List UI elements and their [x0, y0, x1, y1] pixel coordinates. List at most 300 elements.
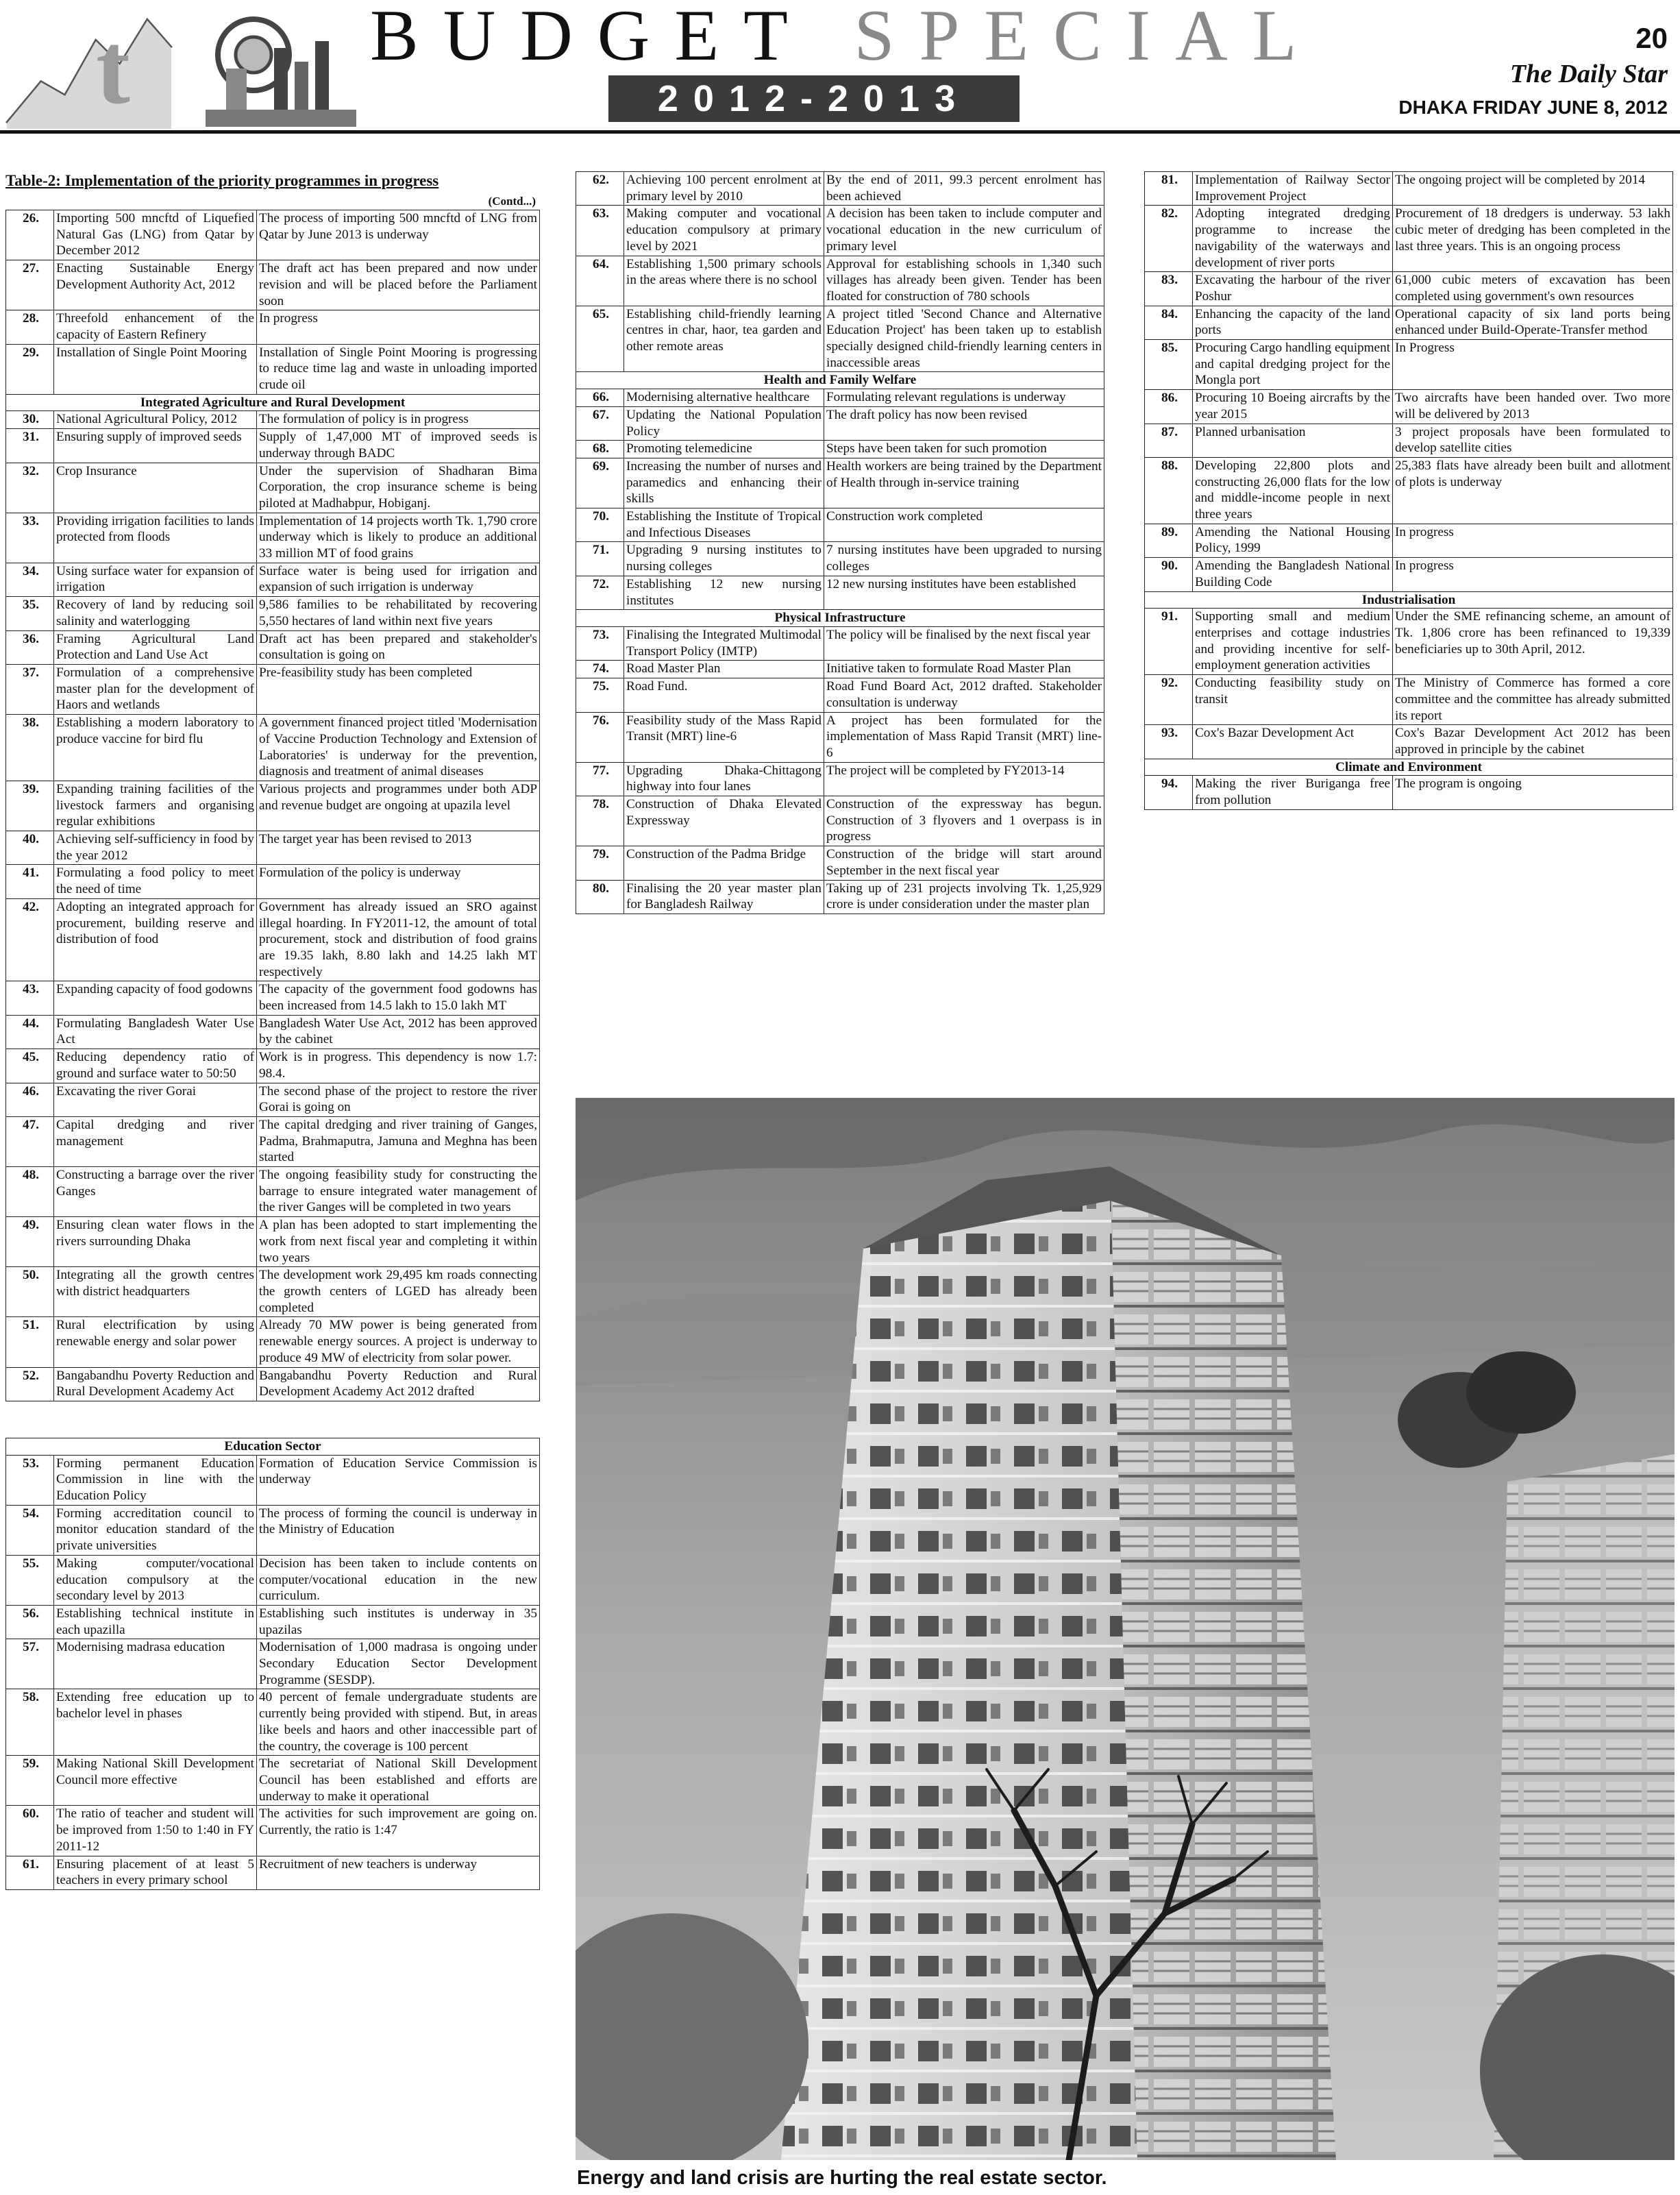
table-row [576, 441, 1104, 458]
programme-cell: Planned urbanisation [1193, 424, 1393, 457]
status-cell: 7 nursing institutes have been upgraded to nursing colleges [824, 542, 1104, 576]
row-number: 60. [6, 1806, 54, 1856]
row-number: 28. [6, 310, 54, 344]
status-cell: Road Fund Board Act, 2012 drafted. Stakeholder consultation is underway [824, 678, 1104, 712]
row-number: 44. [6, 1015, 54, 1049]
programme-cell: Establishing the Institute of Tropical and Infectious Diseases [624, 508, 824, 542]
status-cell: Formation of Education Service Commission is underway [257, 1455, 540, 1505]
row-number: 61. [6, 1856, 54, 1889]
table-row [6, 597, 540, 630]
programme-cell: Implementation of Railway Sector Improvement Project [1193, 172, 1393, 206]
programme-cell: Integrating all the growth centres with district headquarters [54, 1267, 257, 1317]
table-row [6, 1267, 540, 1317]
table-row [1145, 340, 1673, 390]
programme-cell: Finalising the Integrated Multimodal Transport Policy (IMTP) [624, 626, 824, 660]
programme-cell: Adopting integrated dredging programme to increase the navigability of the waterways and development of river ports [1193, 206, 1393, 272]
section-header-row [6, 1438, 540, 1455]
status-cell: 40 percent of female undergraduate students are currently being provided with stipend. But, in areas like beels and haors and other inaccessible part of the country, the coverage is 100 percent [257, 1689, 540, 1756]
programme-cell: Bangabandhu Poverty Reduction and Rural Development Academy Act [54, 1367, 257, 1401]
programme-cell: Cox's Bazar Development Act [1193, 725, 1393, 759]
programme-cell: Procuring 10 Boeing aircrafts by the year 2015 [1193, 390, 1393, 424]
row-number: 70. [576, 508, 624, 542]
section-heading: Climate and Environment [1145, 759, 1673, 776]
table-row [1145, 457, 1673, 524]
row-number: 58. [6, 1689, 54, 1756]
table-row [6, 310, 540, 344]
row-number: 42. [6, 898, 54, 981]
row-number: 67. [576, 406, 624, 440]
row-number: 75. [576, 678, 624, 712]
section-header-row [576, 372, 1104, 389]
table-row [576, 389, 1104, 407]
programme-cell: Rural electrification by using renewable energy and solar power [54, 1317, 257, 1367]
programme-cell: Making computer/vocational education compulsory at the secondary level by 2013 [54, 1555, 257, 1605]
table-row [6, 1015, 540, 1049]
status-cell: Procurement of 18 dredgers is underway. 53 lakh cubic meter of dredging has been completed in the last three years. This is an ongoing process [1393, 206, 1673, 272]
section-header-row [1145, 759, 1673, 776]
status-cell: The Ministry of Commerce has formed a core committee and the committee has already submitted its report [1393, 675, 1673, 725]
programme-cell: Forming accreditation council to monitor education standard of the private universities [54, 1505, 257, 1555]
table-column-3 [1144, 171, 1673, 810]
status-cell: Construction of the bridge will start around September in the next fiscal year [824, 846, 1104, 880]
programme-cell: Amending the National Housing Policy, 1999 [1193, 524, 1393, 557]
status-cell: The ongoing feasibility study for constructing the barrage to ensure integrated water management of the river Ganges will be completed in two years [257, 1167, 540, 1217]
row-number: 77. [576, 762, 624, 796]
section-heading: Integrated Agriculture and Rural Development [6, 394, 540, 411]
table-row [576, 762, 1104, 796]
programme-cell: Making National Skill Development Council more effective [54, 1756, 257, 1806]
status-cell: Under the SME refinancing scheme, an amount of Tk. 1,806 crore has been refinanced to 19,339 beneficiaries up to 30th April, 2012. [1393, 609, 1673, 675]
status-cell: Work is in progress. This dependency is now 1.7: 98.4. [257, 1049, 540, 1083]
row-number: 40. [6, 831, 54, 865]
row-number: 35. [6, 597, 54, 630]
status-cell: Under the supervision of Shadharan Bima Corporation, the crop insurance scheme is being piloted at Madhabpur, Hobiganj. [257, 463, 540, 513]
row-number: 91. [1145, 609, 1193, 675]
row-number: 74. [576, 661, 624, 678]
table-row [6, 1605, 540, 1639]
status-cell: Taking up of 231 projects involving Tk. 1,25,929 crore is under consideration under the master plan [824, 880, 1104, 913]
row-number: 89. [1145, 524, 1193, 557]
table-row [576, 712, 1104, 762]
table-row [1145, 725, 1673, 759]
programme-cell: Ensuring placement of at least 5 teachers in every primary school [54, 1856, 257, 1889]
programme-cell: The ratio of teacher and student will be improved from 1:50 to 1:40 in FY 2011-12 [54, 1806, 257, 1856]
status-cell: The formulation of policy is in progress [257, 411, 540, 429]
building-photo [576, 1098, 1675, 2160]
row-number: 45. [6, 1049, 54, 1083]
programme-cell: Using surface water for expansion of irrigation [54, 563, 257, 596]
section-heading: Industrialisation [1145, 591, 1673, 609]
table-row [6, 664, 540, 714]
programme-cell: Establishing child-friendly learning centres in char, haor, tea garden and other remote areas [624, 306, 824, 372]
status-cell: The capacity of the government food godowns has been increased from 14.5 lakh to 15.0 lakh MT [257, 981, 540, 1015]
row-number: 43. [6, 981, 54, 1015]
table-row [576, 576, 1104, 609]
status-cell: The draft act has been prepared and now under revision and will be placed before the Parliament soon [257, 260, 540, 310]
masthead [0, 0, 1680, 134]
row-number: 30. [6, 411, 54, 429]
row-number: 34. [6, 563, 54, 596]
row-number: 29. [6, 344, 54, 394]
status-cell: Modernisation of 1,000 madrasa is ongoing under Secondary Education Sector Development Programme (SESDP). [257, 1639, 540, 1689]
table-row [6, 831, 540, 865]
masthead-divider [0, 130, 1680, 134]
row-number: 88. [1145, 457, 1193, 524]
table-column-1 [5, 210, 540, 1890]
programme-cell: Feasibility study of the Mass Rapid Transit (MRT) line-6 [624, 712, 824, 762]
table-gap-cell [6, 1401, 540, 1438]
status-cell: The program is ongoing [1393, 776, 1673, 809]
programme-cell: Increasing the number of nurses and paramedics and enhancing their skills [624, 458, 824, 508]
row-number: 62. [576, 172, 624, 206]
programme-cell: Achieving 100 percent enrolment at primary level by 2010 [624, 172, 824, 206]
programme-cell: Procuring Cargo handling equipment and capital dredging project for the Mongla port [1193, 340, 1393, 390]
table-row [576, 796, 1104, 846]
programme-cell: Updating the National Population Policy [624, 406, 824, 440]
status-cell: Two aircrafts have been handed over. Two more will be delivered by 2013 [1393, 390, 1673, 424]
row-number: 46. [6, 1083, 54, 1116]
row-number: 32. [6, 463, 54, 513]
programme-cell: Promoting telemedicine [624, 441, 824, 458]
row-number: 50. [6, 1267, 54, 1317]
status-cell: The draft policy has now been revised [824, 406, 1104, 440]
programme-cell: Adopting an integrated approach for procurement, building reserve and distribution of food [54, 898, 257, 981]
status-cell: The secretariat of National Skill Development Council has been established and efforts are underway to make it operational [257, 1756, 540, 1806]
table-row [6, 210, 540, 260]
status-cell: Steps have been taken for such promotion [824, 441, 1104, 458]
status-cell: 3 project proposals have been formulated to develop satellite cities [1393, 424, 1673, 457]
status-cell: Draft act has been prepared and stakeholder's consultation is going on [257, 630, 540, 664]
status-cell: The development work 29,495 km roads connecting the growth centers of LGED has already been completed [257, 1267, 540, 1317]
programme-table [1144, 171, 1673, 810]
status-cell: 61,000 cubic meters of excavation has been completed using government's own resources [1393, 272, 1673, 306]
row-number: 54. [6, 1505, 54, 1555]
table-row [6, 1217, 540, 1267]
table-row [1145, 776, 1673, 809]
row-number: 86. [1145, 390, 1193, 424]
status-cell: A decision has been taken to include computer and vocational education in the new curriculum of primary level [824, 206, 1104, 256]
programme-cell: Modernising alternative healthcare [624, 389, 824, 407]
status-cell: The policy will be finalised by the next fiscal year [824, 626, 1104, 660]
status-cell: Government has already issued an SRO against illegal hoarding. In FY2011-12, the amount of total procurement, stock and distribution of food grains are 19.35 lakh, 8.80 lakh and 14.25 lakh MT respectively [257, 898, 540, 981]
row-number: 76. [576, 712, 624, 762]
row-number: 63. [576, 206, 624, 256]
table-row [6, 344, 540, 394]
status-cell: Formulation of the policy is underway [257, 865, 540, 898]
table-row [1145, 172, 1673, 206]
row-number: 93. [1145, 725, 1193, 759]
row-number: 52. [6, 1367, 54, 1401]
programme-cell: Expanding capacity of food godowns [54, 981, 257, 1015]
row-number: 83. [1145, 272, 1193, 306]
continued-label: (Contd...) [488, 195, 536, 208]
row-number: 38. [6, 715, 54, 781]
row-number: 72. [576, 576, 624, 609]
table-row [1145, 609, 1673, 675]
row-number: 59. [6, 1756, 54, 1806]
table-row [576, 458, 1104, 508]
table-row [6, 898, 540, 981]
status-cell: Decision has been taken to include contents on computer/vocational education in the new curriculum. [257, 1555, 540, 1605]
row-number: 73. [576, 626, 624, 660]
table-row [576, 880, 1104, 913]
svg-text:t: t [96, 12, 130, 125]
programme-cell: Achieving self-sufficiency in food by the year 2012 [54, 831, 257, 865]
table-row [6, 1806, 540, 1856]
programme-cell: Establishing 12 new nursing institutes [624, 576, 824, 609]
page-number: 20 [1635, 22, 1668, 54]
table-row [6, 1756, 540, 1806]
row-number: 39. [6, 781, 54, 831]
row-number: 78. [576, 796, 624, 846]
table-row [1145, 675, 1673, 725]
programme-cell: Importing 500 mncftd of Liquefied Natural Gas (LNG) from Qatar by December 2012 [54, 210, 257, 260]
programme-cell: Formulating a food policy to meet the need of time [54, 865, 257, 898]
table-row [6, 781, 540, 831]
programme-cell: Forming permanent Education Commission in line with the Education Policy [54, 1455, 257, 1505]
status-cell: Installation of Single Point Mooring is progressing to reduce time lag and waste in unloading imported crude oil [257, 344, 540, 394]
table-row [576, 542, 1104, 576]
table-row [1145, 390, 1673, 424]
programme-cell: Establishing 1,500 primary schools in the areas where there is no school [624, 256, 824, 306]
status-cell: In progress [257, 310, 540, 344]
row-number: 55. [6, 1555, 54, 1605]
status-cell: Surface water is being used for irrigation and expansion of such irrigation is underway [257, 563, 540, 596]
status-cell: Construction of the expressway has begun. Construction of 3 flyovers and 1 overpass is in progress [824, 796, 1104, 846]
status-cell: A project has been formulated for the implementation of Mass Rapid Transit (MRT) line-6 [824, 712, 1104, 762]
row-number: 81. [1145, 172, 1193, 206]
table-row [576, 661, 1104, 678]
section-heading: Physical Infrastructure [576, 610, 1104, 627]
status-cell: 12 new nursing institutes have been established [824, 576, 1104, 609]
status-cell: Initiative taken to formulate Road Master Plan [824, 661, 1104, 678]
programme-cell: Enacting Sustainable Energy Development Authority Act, 2012 [54, 260, 257, 310]
row-number: 51. [6, 1317, 54, 1367]
table-row [6, 981, 540, 1015]
photo-caption: Energy and land crisis are hurting the real estate sector. [577, 2167, 1107, 2189]
status-cell: The second phase of the project to restore the river Gorai is going on [257, 1083, 540, 1116]
programme-cell: Providing irrigation facilities to lands protected from floods [54, 513, 257, 563]
status-cell: The target year has been revised to 2013 [257, 831, 540, 865]
table-row [576, 206, 1104, 256]
table-row [1145, 424, 1673, 457]
programme-cell: Supporting small and medium enterprises and cottage industries and providing incentive for self-employment generation activities [1193, 609, 1393, 675]
row-number: 56. [6, 1605, 54, 1639]
table-row [6, 463, 540, 513]
row-number: 53. [6, 1455, 54, 1505]
table-row [1145, 524, 1673, 557]
section-heading: Education Sector [6, 1438, 540, 1455]
table-row [6, 1856, 540, 1889]
status-cell: A government financed project titled 'Modernisation of Vaccine Production Technology and Extension of Laboratories' is underway for the prevention, diagnosis and treatment of animal diseases [257, 715, 540, 781]
row-number: 80. [576, 880, 624, 913]
table-row [6, 1083, 540, 1116]
section-header-row [6, 394, 540, 411]
status-cell: Health workers are being trained by the Department of Health through in-service training [824, 458, 1104, 508]
table-row [6, 1167, 540, 1217]
programme-table [576, 171, 1104, 914]
status-cell: Recruitment of new teachers is underway [257, 1856, 540, 1889]
status-cell: The process of importing 500 mncftd of LNG from Qatar by June 2013 is underway [257, 210, 540, 260]
programme-cell: Amending the Bangladesh National Building Code [1193, 558, 1393, 591]
programme-cell: Framing Agricultural Land Protection and Land Use Act [54, 630, 257, 664]
table-row [1145, 206, 1673, 272]
programme-cell: Enhancing the capacity of the land ports [1193, 306, 1393, 339]
status-cell: 9,586 families to be rehabilitated by recovering 5,550 hectares of land within next five years [257, 597, 540, 630]
table-row [576, 256, 1104, 306]
row-number: 68. [576, 441, 624, 458]
row-number: 31. [6, 429, 54, 463]
table-row [6, 513, 540, 563]
table-row [6, 630, 540, 664]
programme-cell: Establishing technical institute in each upazilla [54, 1605, 257, 1639]
table-row [6, 563, 540, 596]
status-cell: Bangabandhu Poverty Reduction and Rural Development Academy Act 2012 drafted [257, 1367, 540, 1401]
table-row [576, 172, 1104, 206]
table-gap [6, 1401, 540, 1438]
status-cell: 25,383 flats have already been built and allotment of plots is underway [1393, 457, 1673, 524]
programme-cell: Formulation of a comprehensive master plan for the development of Haors and wetlands [54, 664, 257, 714]
status-cell: The activities for such improvement are going on. Currently, the ratio is 1:47 [257, 1806, 540, 1856]
programme-cell: Conducting feasibility study on transit [1193, 675, 1393, 725]
programme-cell: Expanding training facilities of the livestock farmers and organising regular exhibitions [54, 781, 257, 831]
status-cell: Approval for establishing schools in 1,340 such villages has already been given. Tender has been floated for construction of 780 schools [824, 256, 1104, 306]
row-number: 65. [576, 306, 624, 372]
table-row [576, 678, 1104, 712]
programme-cell: Extending free education up to bachelor level in phases [54, 1689, 257, 1756]
status-cell: In Progress [1393, 340, 1673, 390]
programme-cell: Making computer and vocational education compulsory at primary level by 2021 [624, 206, 824, 256]
programme-cell: Developing 22,800 plots and constructing 26,000 flats for the low and middle-income people in next three years [1193, 457, 1393, 524]
row-number: 79. [576, 846, 624, 880]
table-row [6, 865, 540, 898]
newspaper-name: The Daily Star [1509, 60, 1668, 88]
status-cell: Construction work completed [824, 508, 1104, 542]
programme-cell: Construction of the Padma Bridge [624, 846, 824, 880]
table-row [6, 1555, 540, 1605]
section-header-row [576, 610, 1104, 627]
row-number: 71. [576, 542, 624, 576]
status-cell: Pre-feasibility study has been completed [257, 664, 540, 714]
table-row [576, 846, 1104, 880]
row-number: 57. [6, 1639, 54, 1689]
section-title [370, 0, 1322, 75]
status-cell: Cox's Bazar Development Act 2012 has been approved in principle by the cabinet [1393, 725, 1673, 759]
status-cell: By the end of 2011, 99.3 percent enrolment has been achieved [824, 172, 1104, 206]
row-number: 26. [6, 210, 54, 260]
programme-cell: Modernising madrasa education [54, 1639, 257, 1689]
status-cell: In progress [1393, 558, 1673, 591]
table-row [6, 411, 540, 429]
table-row [1145, 558, 1673, 591]
table-row [6, 1367, 540, 1401]
programme-cell: Crop Insurance [54, 463, 257, 513]
status-cell: A project titled 'Second Chance and Alternative Education Project' has been taken up to establish specially designed child-friendly learning centers in inaccessible areas [824, 306, 1104, 372]
row-number: 27. [6, 260, 54, 310]
programme-cell: Installation of Single Point Mooring [54, 344, 257, 394]
status-cell: Various projects and programmes under both ADP and revenue budget are ongoing at upazila level [257, 781, 540, 831]
row-number: 66. [576, 389, 624, 407]
programme-cell: Finalising the 20 year master plan for Bangladesh Railway [624, 880, 824, 913]
status-cell: Implementation of 14 projects worth Tk. 1,790 crore underway which is likely to produce an additional 33 million MT of food grains [257, 513, 540, 563]
row-number: 49. [6, 1217, 54, 1267]
table-row [1145, 306, 1673, 339]
programme-cell: Reducing dependency ratio of ground and surface water to 50:50 [54, 1049, 257, 1083]
row-number: 37. [6, 664, 54, 714]
row-number: 69. [576, 458, 624, 508]
table-row [6, 1116, 540, 1166]
programme-cell: Capital dredging and river management [54, 1116, 257, 1166]
table-row [6, 1049, 540, 1083]
table-row [6, 1505, 540, 1555]
programme-cell: Making the river Buriganga free from pollution [1193, 776, 1393, 809]
programme-cell: Ensuring supply of improved seeds [54, 429, 257, 463]
status-cell: Supply of 1,47,000 MT of improved seeds is underway through BADC [257, 429, 540, 463]
table-row [6, 1317, 540, 1367]
row-number: 90. [1145, 558, 1193, 591]
programme-cell: Upgrading Dhaka-Chittagong highway into four lanes [624, 762, 824, 796]
programme-cell: Construction of Dhaka Elevated Expressway [624, 796, 824, 846]
status-cell: A plan has been adopted to start implementing the work from next fiscal year and completing it within two years [257, 1217, 540, 1267]
programme-cell: Excavating the river Gorai [54, 1083, 257, 1116]
row-number: 94. [1145, 776, 1193, 809]
table-row [576, 406, 1104, 440]
programme-cell: Road Master Plan [624, 661, 824, 678]
apartment-tower-image [576, 1098, 1675, 2160]
row-number: 64. [576, 256, 624, 306]
row-number: 48. [6, 1167, 54, 1217]
row-number: 84. [1145, 306, 1193, 339]
programme-cell: Threefold enhancement of the capacity of Eastern Refinery [54, 310, 257, 344]
table-row [6, 715, 540, 781]
status-cell: Bangladesh Water Use Act, 2012 has been approved by the cabinet [257, 1015, 540, 1049]
budget-logo-illustration [0, 0, 370, 129]
table-row [6, 1455, 540, 1505]
section-header-row [1145, 591, 1673, 609]
issue-date: DHAKA FRIDAY JUNE 8, 2012 [1398, 97, 1668, 118]
table-row [6, 1639, 540, 1689]
programme-cell: Road Fund. [624, 678, 824, 712]
section-heading: Health and Family Welfare [576, 372, 1104, 389]
row-number: 92. [1145, 675, 1193, 725]
programme-cell: Upgrading 9 nursing institutes to nursing colleges [624, 542, 824, 576]
row-number: 33. [6, 513, 54, 563]
table-row [6, 1689, 540, 1756]
table-row [1145, 272, 1673, 306]
row-number: 41. [6, 865, 54, 898]
row-number: 85. [1145, 340, 1193, 390]
table-row [6, 260, 540, 310]
status-cell: The ongoing project will be completed by 2014 [1393, 172, 1673, 206]
fiscal-year-band: 2012-2013 [608, 75, 1020, 122]
table-row [576, 306, 1104, 372]
programme-cell: Ensuring clean water flows in the rivers surrounding Dhaka [54, 1217, 257, 1267]
status-cell: The project will be completed by FY2013-14 [824, 762, 1104, 796]
table-title: Table-2: Implementation of the priority programmes in progress [5, 172, 439, 189]
status-cell: Already 70 MW power is being generated from renewable energy sources. A project is underway to produce 49 MW of electricity from solar power. [257, 1317, 540, 1367]
status-cell: In progress [1393, 524, 1673, 557]
table-row [6, 429, 540, 463]
table-row [576, 508, 1104, 542]
programme-cell: Formulating Bangladesh Water Use Act [54, 1015, 257, 1049]
status-cell: Establishing such institutes is underway in 35 upazilas [257, 1605, 540, 1639]
title-special: SPECIAL [854, 0, 1322, 75]
table-row [576, 626, 1104, 660]
programme-cell: National Agricultural Policy, 2012 [54, 411, 257, 429]
status-cell: The capital dredging and river training of Ganges, Padma, Brahmaputra, Jamuna and Meghna has been started [257, 1116, 540, 1166]
table-column-2 [576, 171, 1104, 914]
programme-table [5, 210, 540, 1890]
